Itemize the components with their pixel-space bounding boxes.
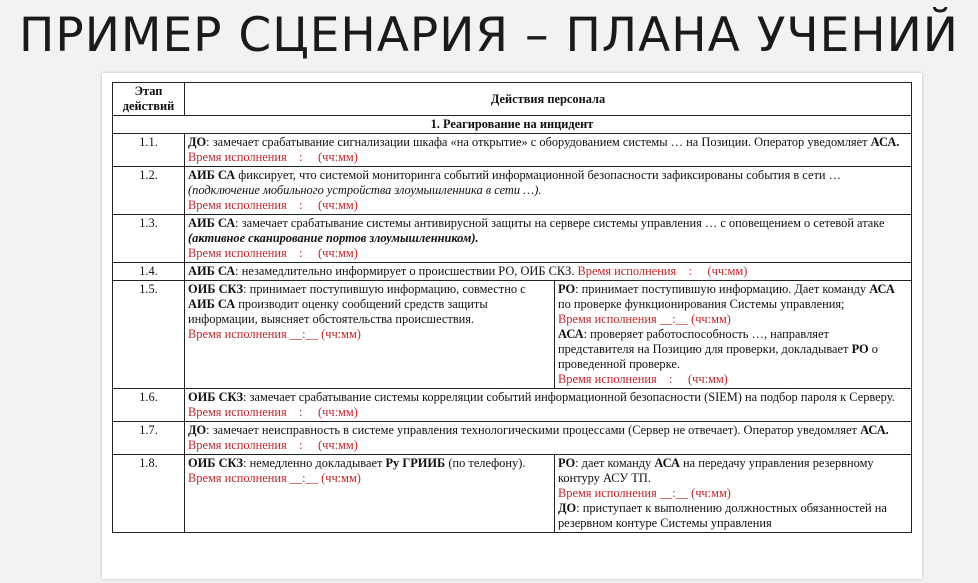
time-field: Время исполнения __:__ (чч:мм) <box>557 486 731 500</box>
table-row <box>113 455 912 533</box>
document-page <box>102 73 922 579</box>
time-field: Время исполнения : (чч:мм) <box>188 438 358 452</box>
table-row <box>113 215 912 263</box>
table-row <box>113 134 912 167</box>
stage-number: 1.8. <box>113 455 185 533</box>
action-cell-right: РО: дает команду АСА на передачу управления резервному контуру АСУ ТП. Время исполнения __:__ (чч:мм) ДО: приступает к выполнению должностных обязанностей на резервном контуре Системы управления <box>554 455 911 533</box>
action-cell: АИБ СА фиксирует, что системой мониторинга событий информационной безопасности зафиксированы события в сети … (подключение мобильного устройства злоумышленника в сети …). Время исполнения : (чч:мм) <box>185 167 912 215</box>
stage-number: 1.7. <box>113 422 185 455</box>
header-stage: Этап действий <box>113 83 185 116</box>
time-field: Время исполнения : (чч:мм) <box>577 264 748 278</box>
time-field: Время исполнения __:__ (чч:мм) <box>557 312 731 326</box>
action-cell: ДО: замечает неисправность в системе управления технологическими процессами (Сервер не отвечает). Оператор уведомляет АСА. Время исполнения : (чч:мм) <box>185 422 912 455</box>
scenario-table <box>112 82 912 533</box>
time-field: Время исполнения __:__ (чч:мм) <box>188 471 361 485</box>
time-field: Время исполнения : (чч:мм) <box>188 198 358 212</box>
stage-number: 1.6. <box>113 389 185 422</box>
stage-number: 1.3. <box>113 215 185 263</box>
table-row <box>113 422 912 455</box>
table-row <box>113 389 912 422</box>
action-cell: АИБ СА: замечает срабатывание системы антивирусной защиты на сервере системы управления … с оповещением о сетевой атаке (активное сканирование портов злоумышленником). Время исполнения : (чч:мм) <box>185 215 912 263</box>
stage-number: 1.1. <box>113 134 185 167</box>
section-title: 1. Реагирование на инцидент <box>113 116 912 134</box>
action-cell: ОИБ СКЗ: замечает срабатывание системы корреляции событий информационной безопасности (SIEM) на подбор пароля к Серверу. Время исполнения : (чч:мм) <box>185 389 912 422</box>
stage-number: 1.4. <box>113 263 185 281</box>
table-row <box>113 263 912 281</box>
action-cell-right: РО: принимает поступившую информацию. Дает команду АСА по проверке функционирования Системы управления; Время исполнения __:__ (чч:мм) АСА: проверяет работоспособность …, направляет представителя на Позицию для проверки, докладывает РО о проведенной проверке. Время исполнения : (чч:мм) <box>554 281 911 389</box>
stage-number: 1.2. <box>113 167 185 215</box>
table-header-row <box>113 83 912 116</box>
time-field: Время исполнения : (чч:мм) <box>188 150 358 164</box>
action-cell-left: ОИБ СКЗ: немедленно докладывает Ру ГРИИБ (по телефону). Время исполнения __:__ (чч:мм) <box>185 455 555 533</box>
time-field: Время исполнения : (чч:мм) <box>188 405 358 419</box>
header-actions: Действия персонала <box>185 83 912 116</box>
action-cell: ДО: замечает срабатывание сигнализации шкафа «на открытие» с оборудованием системы … на Позиции. Оператор уведомляет АСА. Время исполнения : (чч:мм) <box>185 134 912 167</box>
time-field: Время исполнения : (чч:мм) <box>557 372 728 386</box>
section-row <box>113 116 912 134</box>
time-field: Время исполнения __:__ (чч:мм) <box>188 327 361 341</box>
action-cell: АИБ СА: незамедлительно информирует о происшествии РО, ОИБ СКЗ. Время исполнения : (чч:мм) <box>185 263 912 281</box>
time-field: Время исполнения : (чч:мм) <box>188 246 358 260</box>
table-row <box>113 167 912 215</box>
stage-number: 1.5. <box>113 281 185 389</box>
slide-title: ПРИМЕР СЦЕНАРИЯ – ПЛАНА УЧЕНИЙ <box>19 8 959 63</box>
action-cell-left: ОИБ СКЗ: принимает поступившую информацию, совместно с АИБ СА производит оценку сообщений средств защиты информации, выясняет обстоятельства происшествия. Время исполнения __:__ (чч:мм) <box>185 281 555 389</box>
table-row <box>113 281 912 389</box>
